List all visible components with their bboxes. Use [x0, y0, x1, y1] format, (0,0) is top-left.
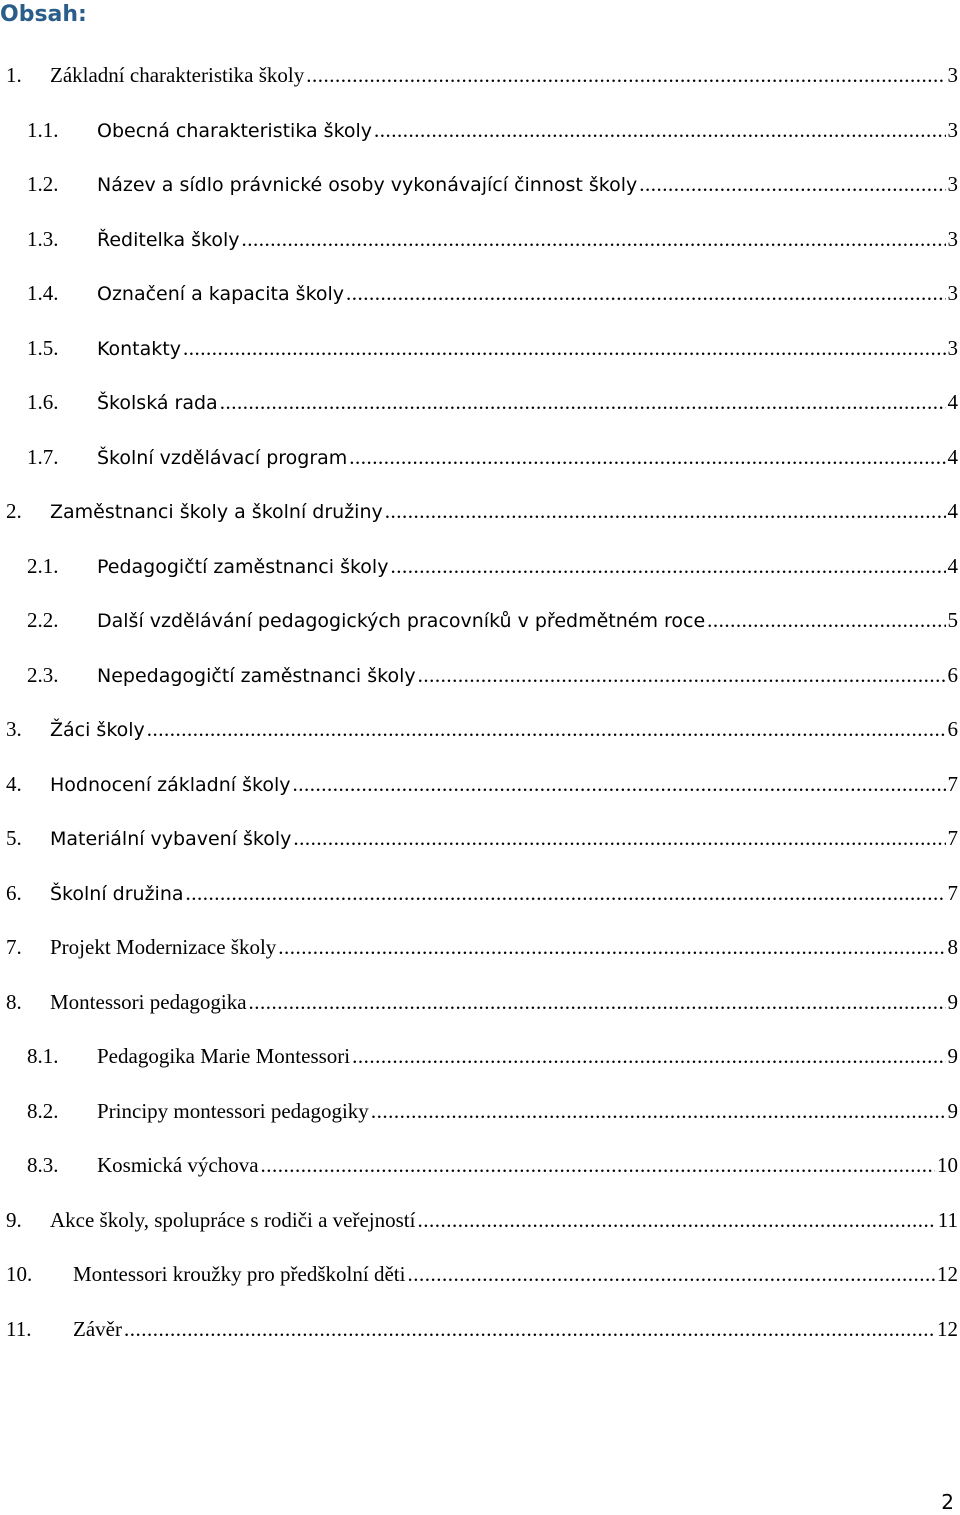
toc-entry-number: 2. — [6, 499, 22, 523]
toc-entry-page: 6 — [947, 662, 958, 687]
toc-entry[interactable] — [0, 648, 960, 703]
toc-dot-leader — [183, 321, 946, 376]
toc-entry[interactable] — [0, 539, 960, 594]
toc-entry-page: 7 — [947, 771, 958, 796]
toc-entry[interactable] — [0, 1247, 960, 1302]
toc-entry-page: 4 — [947, 553, 958, 578]
toc-entry-title[interactable]: Materiální vybavení školy — [50, 828, 292, 850]
toc-entry-title[interactable]: Označení a kapacita školy — [97, 283, 345, 305]
page-number: 2 — [941, 1490, 954, 1514]
toc-entry-title[interactable]: Školní vzdělávací program — [97, 446, 348, 469]
toc-entry-title[interactable]: Základní charakteristika školy — [50, 63, 305, 87]
toc-entry-number: 1.6. — [27, 390, 59, 414]
toc-entry-number: 9. — [6, 1207, 22, 1232]
toc-dot-leader — [374, 103, 945, 158]
toc-entry[interactable] — [0, 1138, 960, 1193]
toc-entry-title[interactable]: Kosmická výchova — [97, 1153, 259, 1177]
toc-entry-page: 8 — [947, 935, 958, 959]
toc-entry-number: 2.1. — [27, 553, 59, 578]
toc-entry[interactable] — [0, 1302, 960, 1357]
toc-dot-leader — [293, 811, 945, 866]
toc-entry[interactable] — [0, 975, 960, 1030]
page-title: Obsah: — [0, 2, 87, 27]
toc-dot-leader — [261, 1138, 935, 1193]
toc-entry-title[interactable]: Akce školy, spolupráce s rodiči a veřejností — [50, 1207, 416, 1232]
toc-entry[interactable] — [0, 920, 960, 975]
toc-dot-leader — [292, 757, 945, 812]
toc-dot-leader — [124, 1302, 935, 1357]
toc-entry-number: 11. — [6, 1316, 32, 1341]
toc-entry-page: 5 — [947, 608, 958, 632]
toc-dot-leader — [371, 1084, 946, 1139]
table-of-contents — [0, 48, 960, 1356]
toc-entry-title[interactable]: Závěr — [73, 1316, 122, 1341]
toc-entry-title[interactable]: Principy montessori pedagogiky — [97, 1098, 369, 1123]
toc-entry-title[interactable]: Další vzdělávání pedagogických pracovníků v předmětném roce — [97, 610, 706, 632]
toc-entry-title[interactable]: Kontakty — [97, 337, 181, 360]
toc-entry-page: 3 — [947, 63, 958, 87]
toc-entry-page: 3 — [947, 281, 958, 305]
toc-entry-number: 5. — [6, 826, 22, 850]
toc-entry[interactable] — [0, 866, 960, 921]
toc-dot-leader — [385, 484, 946, 539]
toc-entry[interactable] — [0, 321, 960, 376]
toc-entry-page: 4 — [947, 390, 958, 414]
toc-dot-leader — [249, 975, 946, 1030]
toc-entry-page: 6 — [947, 717, 958, 741]
toc-entry-page: 7 — [947, 880, 958, 905]
toc-entry[interactable] — [0, 212, 960, 267]
toc-entry-number: 10. — [6, 1262, 33, 1286]
toc-entry-number: 3. — [6, 717, 22, 741]
toc-entry-number: 8.1. — [27, 1044, 59, 1068]
toc-entry[interactable] — [0, 593, 960, 648]
toc-entry-number: 2.3. — [27, 662, 59, 687]
toc-entry-number: 8. — [6, 989, 22, 1014]
toc-dot-leader — [242, 212, 946, 267]
toc-entry-page: 4 — [947, 499, 958, 523]
toc-dot-leader — [220, 375, 946, 430]
toc-entry-title[interactable]: Školní družina — [50, 882, 184, 905]
toc-entry[interactable] — [0, 266, 960, 321]
toc-entry-number: 1.3. — [27, 226, 59, 251]
toc-entry-page: 3 — [947, 335, 958, 360]
toc-entry-number: 4. — [6, 771, 22, 796]
toc-entry-title[interactable]: Hodnocení základní školy — [50, 773, 291, 796]
toc-entry-page: 3 — [947, 117, 958, 142]
toc-entry[interactable] — [0, 702, 960, 757]
toc-entry-title[interactable]: Montessori pedagogika — [50, 989, 247, 1014]
toc-dot-leader — [390, 539, 945, 594]
toc-entry-title[interactable]: Obecná charakteristika školy — [97, 119, 373, 142]
toc-entry-page: 9 — [947, 989, 958, 1014]
toc-dot-leader — [418, 648, 946, 703]
toc-entry-title[interactable]: Pedagogika Marie Montessori — [97, 1044, 351, 1068]
toc-entry-page: 3 — [947, 226, 958, 251]
toc-entry-title[interactable]: Pedagogičtí zaměstnanci školy — [97, 555, 389, 578]
toc-entry-page: 4 — [947, 444, 958, 469]
toc-entry-title[interactable]: Název a sídlo právnické osoby vykonávající činnost školy — [97, 174, 638, 196]
toc-entry-title[interactable]: Nepedagogičtí zaměstnanci školy — [97, 664, 416, 687]
toc-dot-leader — [639, 157, 945, 212]
toc-dot-leader — [186, 866, 946, 921]
toc-entry-title[interactable]: Ředitelka školy — [97, 228, 240, 251]
toc-entry[interactable] — [0, 103, 960, 158]
toc-entry-page: 9 — [947, 1098, 958, 1123]
toc-entry-number: 7. — [6, 935, 22, 959]
toc-entry-number: 1.4. — [27, 281, 59, 305]
toc-entry-number: 1.7. — [27, 444, 59, 469]
toc-entry-page: 12 — [937, 1262, 958, 1286]
toc-dot-leader — [407, 1247, 935, 1302]
toc-entry[interactable] — [0, 1193, 960, 1248]
toc-dot-leader — [417, 1193, 935, 1248]
toc-entry[interactable] — [0, 484, 960, 539]
toc-entry[interactable] — [0, 1029, 960, 1084]
toc-entry-number: 1. — [6, 63, 22, 87]
toc-entry-number: 8.2. — [27, 1098, 59, 1123]
toc-dot-leader — [306, 48, 945, 103]
toc-entry[interactable] — [0, 375, 960, 430]
toc-entry-number: 1.2. — [27, 172, 59, 196]
toc-dot-leader — [278, 920, 945, 975]
toc-entry-title[interactable]: Žáci školy — [50, 719, 145, 741]
toc-entry-page: 12 — [937, 1316, 958, 1341]
toc-entry-page: 11 — [937, 1207, 958, 1232]
toc-entry-page: 7 — [947, 826, 958, 850]
toc-entry-title[interactable]: Zaměstnanci školy a školní družiny — [50, 501, 383, 523]
toc-dot-leader — [707, 593, 945, 648]
toc-entry-number: 1.1. — [27, 117, 59, 142]
toc-entry-number: 8.3. — [27, 1153, 59, 1177]
toc-entry-title[interactable]: Montessori kroužky pro předškolní děti — [73, 1262, 406, 1286]
toc-entry-page: 10 — [937, 1153, 958, 1177]
toc-entry-page: 9 — [947, 1044, 958, 1068]
toc-dot-leader — [147, 702, 946, 757]
toc-entry[interactable] — [0, 430, 960, 485]
toc-entry-title[interactable]: Projekt Modernizace školy — [50, 935, 277, 959]
toc-entry[interactable] — [0, 811, 960, 866]
toc-dot-leader — [349, 430, 945, 485]
toc-entry-page: 3 — [947, 172, 958, 196]
toc-entry[interactable] — [0, 157, 960, 212]
toc-dot-leader — [346, 266, 945, 321]
toc-entry-number: 1.5. — [27, 335, 59, 360]
toc-entry[interactable] — [0, 757, 960, 812]
toc-entry[interactable] — [0, 48, 960, 103]
toc-entry-title[interactable]: Školská rada — [97, 392, 218, 414]
toc-entry-number: 6. — [6, 880, 22, 905]
toc-entry-number: 2.2. — [27, 608, 59, 632]
toc-dot-leader — [352, 1029, 945, 1084]
toc-entry[interactable] — [0, 1084, 960, 1139]
